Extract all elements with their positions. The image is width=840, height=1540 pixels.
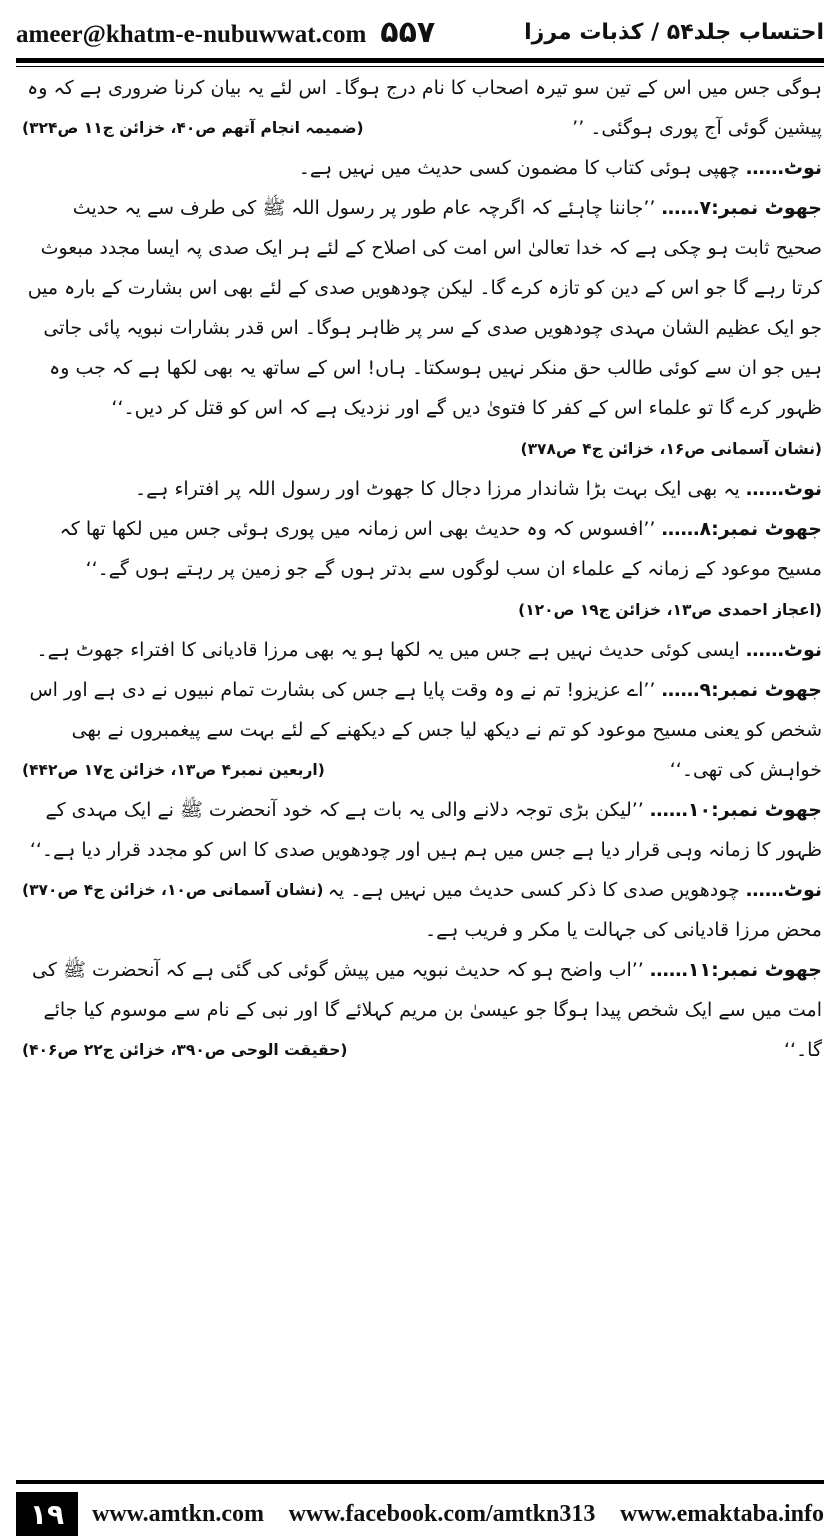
quote-text: ’’اب واضح ہو کہ حدیث نبویہ میں پیش گوئی کی گئی ہے کہ آنحضرت ﷺ کی امت میں سے ایک شخص پیدا ہوگا جو عیسیٰ بن مریم کہلائے گا اور نبی کے نام سے موسوم کیا جائے گا۔‘‘ bbox=[32, 959, 822, 1061]
reference: (ضمیمہ انجام آتھم ص۴۰، خزائن ج۱۱ ص۳۲۴) bbox=[22, 119, 364, 137]
page-header bbox=[16, 10, 824, 54]
text: ہوگی جس میں اس کے تین سو تیرہ اصحاب کا نام درج ہوگا۔ اس لئے یہ بیان کرنا ضروری ہے کہ وہ bbox=[27, 77, 822, 99]
lie-entry-8 bbox=[22, 509, 822, 589]
note-label: نوٹ…… bbox=[745, 478, 822, 500]
lie-entry-7 bbox=[22, 188, 822, 428]
main-text bbox=[22, 68, 822, 1464]
footer-link-facebook[interactable]: www.facebook.com/amtkn313 bbox=[288, 1500, 596, 1527]
quote-text: ’’اے عزیزو! تم نے وہ وقت پایا ہے جس کی بشارت تمام نبیوں نے دی ہے اور اس شخص کو یعنی مسیح موعود کو تم نے دیکھ لیا جس کے دیکھنے کے لئے بہت سے پیغمبروں نے بھی خواہش کی تھی۔‘‘ bbox=[29, 679, 822, 781]
note-label: نوٹ…… bbox=[745, 879, 822, 901]
reference: (نشان آسمانی ص۱۶، خزائن ج۴ ص۳۷۸) bbox=[520, 440, 822, 458]
lie-label: جھوٹ نمبر:۹…… bbox=[661, 679, 822, 701]
header-rule-thin bbox=[16, 66, 824, 67]
page-footer bbox=[0, 1476, 840, 1540]
lie-label: جھوٹ نمبر:۸…… bbox=[661, 518, 822, 540]
note-label: نوٹ…… bbox=[745, 639, 822, 661]
header-rule-thick bbox=[16, 58, 824, 63]
note-text: ایسی کوئی حدیث نہیں ہے جس میں یہ لکھا ہو یہ بھی مرزا قادیانی کا افتراء جھوٹ ہے۔ bbox=[36, 639, 740, 661]
quote-text: ’’لیکن بڑی توجہ دلانے والی یہ بات ہے کہ خود آنحضرت ﷺ نے ایک مہدی کے ظہور کا زمانہ وہی قرار دیا ہے جس میں ہم ہیں اور چودھویں صدی کا اس کو مجدد قرار دیا ہے۔‘‘ bbox=[29, 799, 822, 861]
note-text: چودھویں صدی کا ذکر کسی حدیث میں نہیں ہے۔ یہ محض مرزا قادیانی کی جہالت یا مکر و فریب ہے۔ bbox=[327, 879, 822, 941]
reference-line bbox=[22, 589, 822, 630]
note bbox=[22, 469, 822, 509]
note bbox=[22, 148, 822, 188]
reference-line bbox=[22, 428, 822, 469]
reference: (حقیقت الوحی ص۳۹۰، خزائن ج۲۲ ص۴۰۶) bbox=[22, 1041, 348, 1059]
quote-text: ’’افسوس کہ وہ حدیث بھی اس زمانہ میں پوری ہوئی جس میں لکھا تھا کہ مسیح موعود کے زمانہ کے علماء ان سب لوگوں سے بدتر ہوں گے جو زمین پر رہتے ہوں گے۔‘‘ bbox=[59, 518, 822, 580]
reference: (اعجاز احمدی ص۱۳، خزائن ج۱۹ ص۱۲۰) bbox=[518, 601, 822, 619]
header-title: احتساب جلد۵۴ / کذبات مرزا bbox=[524, 19, 824, 45]
header-email[interactable]: ameer@khatm-e-nubuwwat.com bbox=[16, 20, 367, 48]
header-page-number: ۵۵۷ bbox=[380, 14, 436, 50]
footer-link-emaktaba[interactable]: www.emaktaba.info bbox=[619, 1500, 824, 1527]
lie-label: جھوٹ نمبر:۷…… bbox=[661, 197, 822, 219]
quote-text: ’’جاننا چاہئے کہ اگرچہ عام طور پر رسول اللہ ﷺ کی طرف سے یہ حدیث صحیح ثابت ہو چکی ہے کہ خدا تعالیٰ اس امت کی اصلاح کے لئے ہر ایک صدی پہ ایسا مجدد مبعوث کرتا رہے گا جو اس کے دین کو تازہ کرے گا۔ لیکن چودھویں صدی کے لئے بھی اس بشارت کے بارہ میں جو ایک عظیم الشان مہدی چودھویں صدی کے سر پر ظاہر ہوگا۔ اس قدر بشارات نبویہ پائی جاتی ہیں جو ان سے کوئی طالب حق منکر نہیں ہوسکتا۔ ہاں! اس کے ساتھ یہ بھی لکھا ہے کہ جب وہ ظہور کرے گا تو علماء اس کے کفر کا فتویٰ دیں گے اور نزدیک ہے کہ اس کو قتل کر دیں۔‘‘ bbox=[27, 197, 822, 419]
footer-rule bbox=[16, 1480, 824, 1484]
note-text: یہ بھی ایک بہت بڑا شاندار مرزا دجال کا جھوٹ اور رسول اللہ پر افتراء ہے۔ bbox=[135, 478, 740, 500]
header-left bbox=[16, 15, 435, 50]
lie-entry-11 bbox=[22, 950, 822, 1070]
note-text: چھپی ہوئی کتاب کا مضمون کسی حدیث میں نہیں ہے۔ bbox=[298, 157, 740, 179]
lie-label: جھوٹ نمبر:۱۱…… bbox=[649, 959, 822, 981]
lie-label: جھوٹ نمبر:۱۰…… bbox=[649, 799, 822, 821]
footer-links bbox=[92, 1492, 824, 1536]
footer-link-amtkn[interactable]: www.amtkn.com bbox=[92, 1500, 264, 1527]
reference: (اربعین نمبر۴ ص۱۳، خزائن ج۱۷ ص۴۴۲) bbox=[22, 761, 325, 779]
paragraph-continuation bbox=[22, 68, 822, 148]
lie-entry-9 bbox=[22, 670, 822, 790]
note-label: نوٹ…… bbox=[745, 157, 822, 179]
text: پیشین گوئی آج پوری ہوگئی۔ ’’ bbox=[572, 117, 822, 139]
reference: (نشان آسمانی ص۱۰، خزائن ج۴ ص۳۷۰) bbox=[22, 881, 324, 899]
note bbox=[22, 630, 822, 670]
footer-page-number: ۱۹ bbox=[16, 1492, 78, 1536]
